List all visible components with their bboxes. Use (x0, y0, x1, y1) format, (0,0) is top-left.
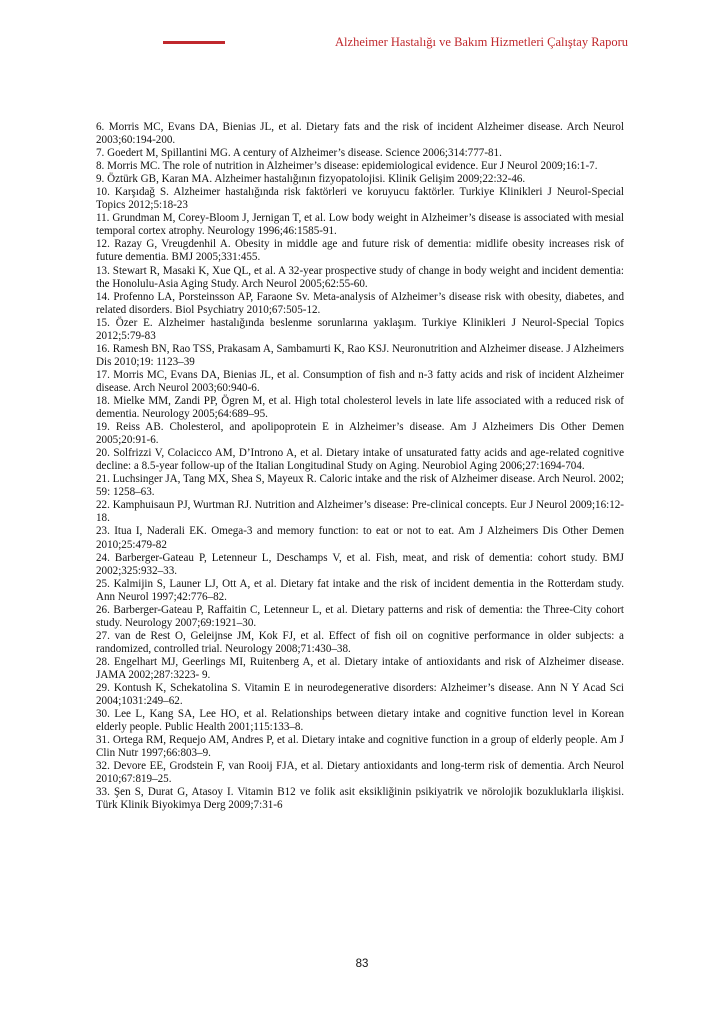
reference-item: 20. Solfrizzi V, Colacicco AM, D’Introno A, et al. Dietary intake of unsaturated fatty acids and age-related cognitive decline: a 8.5-year follow-up of the Italian Longitudinal Study on Aging. Neurobiol Aging 2006;27:1694-704. (96, 447, 624, 473)
reference-item: 6. Morris MC, Evans DA, Bienias JL, et al. Dietary fats and the risk of incident Alzheimer disease. Arch Neurol 2003;60:194-200. (96, 121, 624, 147)
running-header-title: Alzheimer Hastalığı ve Bakım Hizmetleri Çalıştay Raporu (335, 35, 628, 49)
reference-item: 17. Morris MC, Evans DA, Bienias JL, et al. Consumption of fish and n-3 fatty acids and risk of incident Alzheimer disease. Arch Neurol 2003;60:940-6. (96, 368, 624, 394)
reference-list (96, 121, 624, 812)
reference-item: 22. Kamphuisaun PJ, Wurtman RJ. Nutrition and Alzheimer’s disease: Pre-clinical concepts. Eur J Neurol 2009;16:12-18. (96, 499, 624, 525)
page-number: 83 (355, 958, 369, 970)
reference-item: 32. Devore EE, Grodstein F, van Rooij FJA, et al. Dietary antioxidants and long-term risk of dementia. Arch Neurol 2010;67:819–25. (96, 760, 624, 786)
reference-item: 29. Kontush K, Schekatolina S. Vitamin E in neurodegenerative disorders: Alzheimer’s disease. Ann N Y Acad Sci 2004;1031:249–62. (96, 682, 624, 708)
reference-item: 24. Barberger-Gateau P, Letenneur L, Deschamps V, et al. Fish, meat, and risk of dementia: cohort study. BMJ 2002;325:932–33. (96, 551, 624, 577)
header-accent-rule (163, 41, 225, 44)
reference-item: 15. Özer E. Alzheimer hastalığında beslenme sorunlarına yaklaşım. Turkiye Klinikleri J Neurol-Special Topics 2012;5:79-83 (96, 316, 624, 342)
reference-item: 25. Kalmijin S, Launer LJ, Ott A, et al. Dietary fat intake and the risk of incident dementia in the Rotterdam study. Ann Neurol 1997;42:776–82. (96, 577, 624, 603)
reference-item: 8. Morris MC. The role of nutrition in Alzheimer’s disease: epidemiological evidence. Eur J Neurol 2009;16:1-7. (96, 160, 598, 173)
reference-item: 7. Goedert M, Spillantini MG. A century of Alzheimer’s disease. Science 2006;314:777-81. (96, 147, 502, 160)
reference-item: 21. Luchsinger JA, Tang MX, Shea S, Mayeux R. Caloric intake and the risk of Alzheimer disease. Arch Neurol. 2002; 59: 1258–63. (96, 473, 624, 499)
reference-item: 13. Stewart R, Masaki K, Xue QL, et al. A 32-year prospective study of change in body weight and incident dementia: the Honolulu-Asia Aging Study. Arch Neurol 2005;62:55-60. (96, 264, 624, 290)
reference-item: 18. Mielke MM, Zandi PP, Ögren M, et al. High total cholesterol levels in late life associated with a reduced risk of dementia. Neurology 2005;64:689–95. (96, 394, 624, 421)
reference-item: 23. Itua I, Naderali EK. Omega-3 and memory function: to eat or not to eat. Am J Alzheimers Dis Other Demen 2010;25:479-82 (96, 525, 624, 551)
reference-item: 9. Öztürk GB, Karan MA. Alzheimer hastalığının fizyopatolojisi. Klinik Gelişim 2009;22:32-46. (96, 173, 526, 186)
reference-item: 11. Grundman M, Corey-Bloom J, Jernigan T, et al. Low body weight in Alzheimer’s disease is associated with mesial temporal cortex atrophy. Neurology 1996;46:1585-91. (96, 212, 624, 238)
reference-item: 16. Ramesh BN, Rao TSS, Prakasam A, Sambamurti K, Rao KSJ. Neuronutrition and Alzheimer disease. J Alzheimers Dis 2010;19: 1123–39 (96, 342, 624, 368)
reference-item: 27. van de Rest O, Geleijnse JM, Kok FJ, et al. Effect of fish oil on cognitive performance in older subjects: a randomized, controlled trial. Neurology 2008;71:430–38. (96, 629, 624, 655)
reference-item: 14. Profenno LA, Porsteinsson AP, Faraone Sv. Meta-analysis of Alzheimer’s disease risk with obesity, diabetes, and related disorders. Biol Psychiatry 2010;67:505-12. (96, 290, 624, 316)
reference-item: 33. Şen S, Durat G, Atasoy I. Vitamin B12 ve folik asit eksikliğinin psikiyatrik ve nörolojik bozukluklarla ilişkisi. Türk Klinik Biyokimya Derg 2009;7:31-6 (96, 786, 624, 812)
reference-item: 28. Engelhart MJ, Geerlings MI, Ruitenberg A, et al. Dietary intake of antioxidants and risk of Alzheimer disease. JAMA 2002;287:3223- 9. (96, 655, 624, 681)
reference-item: 26. Barberger-Gateau P, Raffaitin C, Letenneur L, et al. Dietary patterns and risk of dementia: the Three-City cohort study. Neurology 2007;69:1921–30. (96, 603, 624, 629)
reference-item: 30. Lee L, Kang SA, Lee HO, et al. Relationships between dietary intake and cognitive function level in Korean elderly people. Public Health 2001;115:133–8. (96, 708, 624, 734)
reference-item: 31. Ortega RM, Requejo AM, Andres P, et al. Dietary intake and cognitive function in a group of elderly people. Am J Clin Nutr 1997;66:803–9. (96, 734, 624, 760)
reference-item: 10. Karşıdağ S. Alzheimer hastalığında risk faktörleri ve koruyucu faktörler. Turkiye Klinikleri J Neurol-Special Topics 2012;5:18-23 (96, 186, 624, 212)
reference-item: 19. Reiss AB. Cholesterol, and apolipoprotein E in Alzheimer’s disease. Am J Alzheimers Dis Other Demen 2005;20:91-6. (96, 421, 624, 447)
reference-item: 12. Razay G, Vreugdenhil A. Obesity in middle age and future risk of dementia: midlife obesity increases risk of future dementia. BMJ 2005;331:455. (96, 238, 624, 264)
